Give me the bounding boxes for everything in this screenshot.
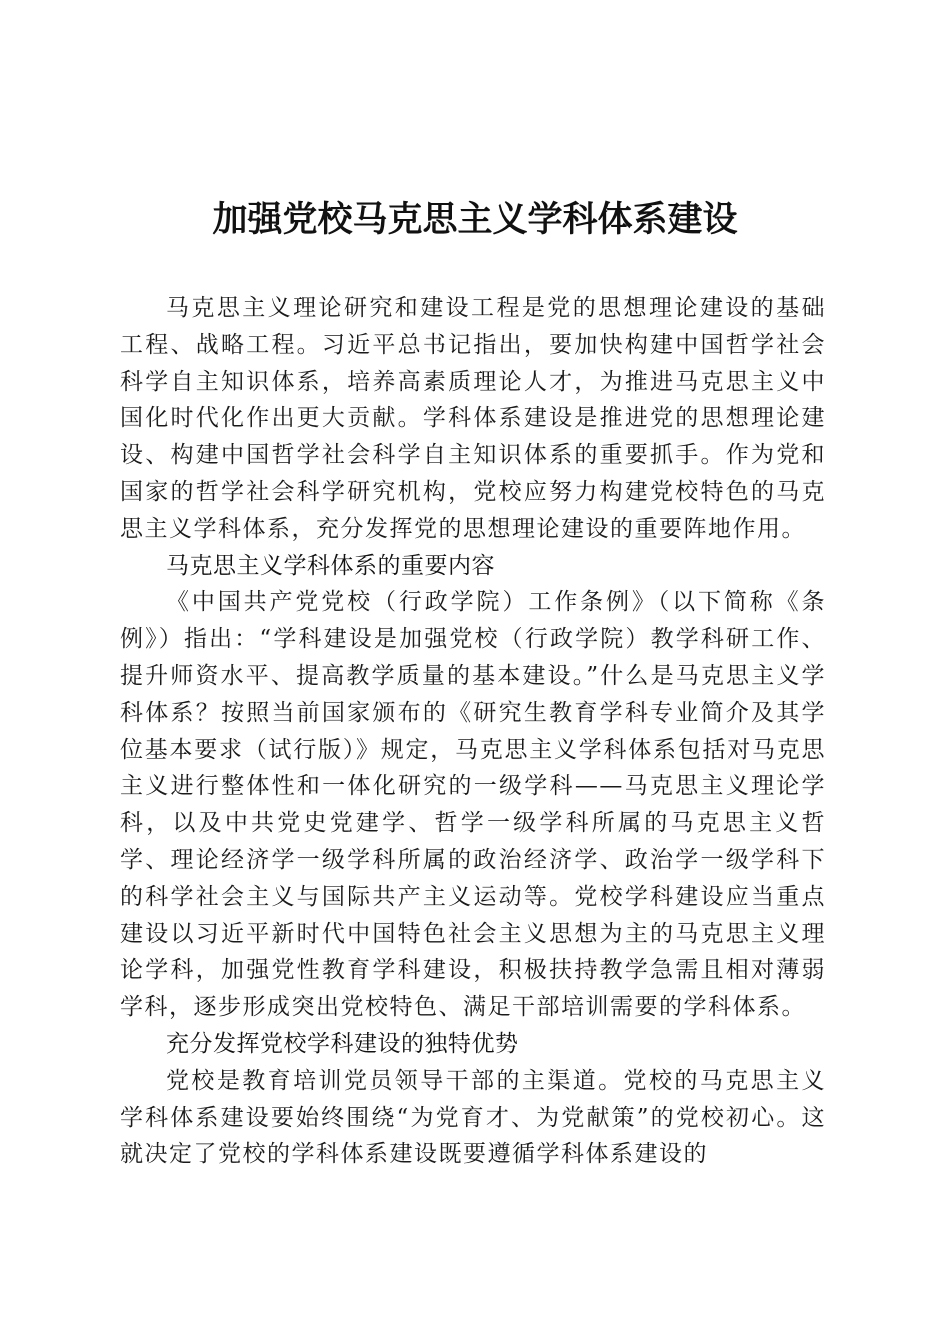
document-body	[120, 290, 826, 1173]
content-paragraph: 《中国共产党党校（行政学院）工作条例》（以下简称《条例》）指出：“学科建设是加强党校（行政学院）教学科研工作、提升师资水平、提高教学质量的基本建设。”什么是马克思主义学科体系？按照当前国家颁布的《研究生教育学科专业简介及其学位基本要求（试行版）》规定，马克思主义学科体系包括对马克思主义进行整体性和一体化研究的一级学科——马克思主义理论学科，以及中共党史党建学、哲学一级学科所属的马克思主义哲学、理论经济学一级学科所属的政治经济学、政治学一级学科下的科学社会主义与国际共产主义运动等。党校学科建设应当重点建设以习近平新时代中国特色社会主义思想为主的马克思主义理论学科，加强党性教育学科建设，积极扶持教学急需且相对薄弱学科，逐步形成突出党校特色、满足干部培训需要的学科体系。	[120, 589, 826, 1021]
advantage-paragraph: 党校是教育培训党员领导干部的主渠道。党校的马克思主义学科体系建设要始终围绕“为党育才、为党献策”的党校初心。这就决定了党校的学科体系建设既要遵循学科体系建设的	[120, 1067, 826, 1168]
section-heading-advantage: 充分发挥党校学科建设的独特优势	[166, 1030, 519, 1057]
section-heading-content: 马克思主义学科体系的重要内容	[166, 552, 495, 579]
intro-paragraph: 马克思主义理论研究和建设工程是党的思想理论建设的基础工程、战略工程。习近平总书记指出，要加快构建中国哲学社会科学自主知识体系，培养高素质理论人才，为推进马克思主义中国化时代化作出更大贡献。学科体系建设是推进党的思想理论建设、构建中国哲学社会科学自主知识体系的重要抓手。作为党和国家的哲学社会科学研究机构，党校应努力构建党校特色的马克思主义学科体系，充分发挥党的思想理论建设的重要阵地作用。	[120, 295, 826, 542]
document-title: 加强党校马克思主义学科体系建设	[212, 199, 738, 240]
